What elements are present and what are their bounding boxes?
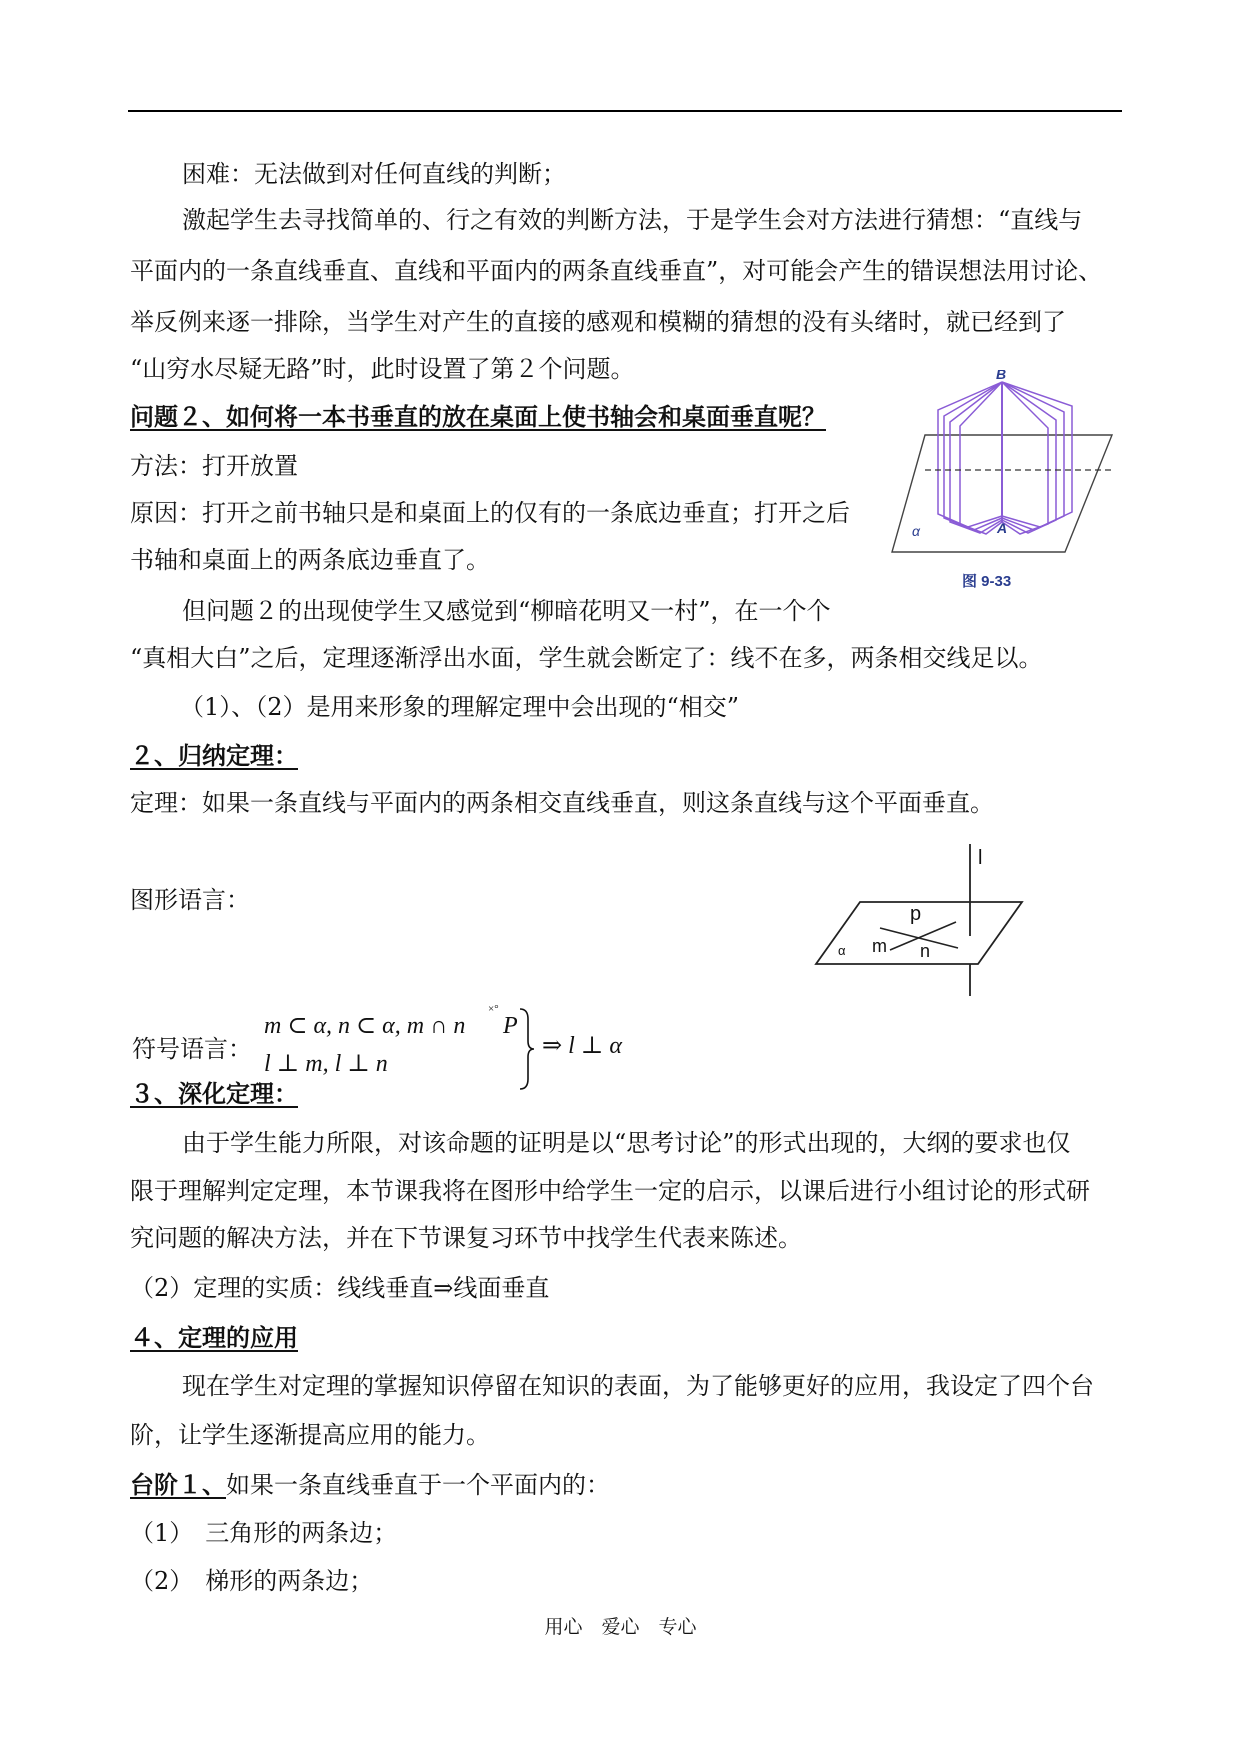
text-line: “真相大白”之后，定理逐渐浮出水面，学生就会断定了：线不在多，两条相交线足以。 xyxy=(130,644,1043,672)
text-line: 激起学生去寻找简单的、行之有效的判断方法，于是学生会对方法进行猜想：“直线与 xyxy=(182,206,1083,234)
label-B: B xyxy=(996,370,1007,382)
graph-language-label: 图形语言： xyxy=(130,886,250,914)
right-brace xyxy=(518,1007,536,1091)
label-l: l xyxy=(978,847,983,869)
label-m: m xyxy=(872,936,887,956)
perpendicular-figure xyxy=(810,840,1030,1000)
text-line: 方法：打开放置 xyxy=(130,452,298,480)
text-line: 书轴和桌面上的两条底边垂直了。 xyxy=(130,546,490,574)
label-n: n xyxy=(920,941,931,961)
step-1-text: 如果一条直线垂直于一个平面内的： xyxy=(226,1471,610,1499)
page-footer: 用心 爱心 专心 xyxy=(544,1616,697,1638)
step-1-label: 台阶１、 xyxy=(130,1470,226,1499)
math-line-2: l ⊥ m, l ⊥ n xyxy=(264,1051,388,1077)
text-line: 现在学生对定理的掌握知识停留在知识的表面，为了能够更好的应用，我设定了四个台 xyxy=(182,1372,1094,1400)
text-line: “山穷水尽疑无路”时，此时设置了第２个问题。 xyxy=(130,355,635,383)
book-figure xyxy=(880,370,1120,600)
section-3-heading: ３、深化定理： xyxy=(130,1079,298,1108)
text-line: 由于学生能力所限，对该命题的证明是以“思考讨论”的形式出现的，大纲的要求也仅 xyxy=(182,1129,1071,1157)
text-line: （1）、（2）是用来形象的理解定理中会出现的“相交” xyxy=(180,693,740,721)
label-alpha: α xyxy=(912,523,920,539)
text-line: 阶，让学生逐渐提高应用的能力。 xyxy=(130,1421,490,1449)
label-A: A xyxy=(997,520,1008,536)
list-item: （1） 三角形的两条边； xyxy=(130,1519,398,1547)
text-line: 原因：打开之前书轴只是和桌面上的仅有的一条底边垂直；打开之后 xyxy=(130,499,850,527)
book-pages xyxy=(938,382,1072,534)
math-point-p: P xyxy=(503,1013,518,1039)
text-line: 究问题的解决方法，并在下节课复习环节中找学生代表来陈述。 xyxy=(130,1224,802,1252)
step-1 xyxy=(130,1468,610,1502)
symbol-language-label: 符号语言： xyxy=(132,1035,252,1063)
math-conclusion: ⇒ l ⊥ α xyxy=(542,1033,622,1059)
text-line: 平面内的一条直线垂直、直线和平面内的两条直线垂直”，对可能会产生的错误想法用讨论、 xyxy=(130,257,1103,285)
text-line: 举反例来逐一排除，当学生对产生的直接的感观和模糊的猜想的没有头绪时，就已经到了 xyxy=(130,308,1066,336)
text-line: 但问题２的出现使学生又感觉到“柳暗花明又一村”，在一个个 xyxy=(182,597,831,625)
math-line-1: m ⊂ α, n ⊂ α, m ∩ n xyxy=(264,1013,466,1039)
problem-2-heading: 问题２、如何将一本书垂直的放在桌面上使书轴会和桌面垂直呢？ xyxy=(130,402,826,431)
label-alpha: α xyxy=(838,943,846,958)
list-item: （2） 梯形的两条边； xyxy=(130,1567,374,1595)
figure-caption: 图 9-33 xyxy=(962,573,1012,590)
section-2-heading: ２、归纳定理： xyxy=(130,741,298,770)
label-p: p xyxy=(910,903,922,925)
intersect-mark: ×° xyxy=(488,1003,499,1015)
text-line: 限于理解判定定理，本节课我将在图形中给学生一定的启示，以课后进行小组讨论的形式研 xyxy=(130,1177,1090,1205)
text-line: 困难：无法做到对任何直线的判断； xyxy=(182,160,566,188)
section-4-heading: ４、定理的应用 xyxy=(130,1323,298,1352)
header-rule xyxy=(128,110,1122,112)
theorem-essence: （2）定理的实质：线线垂直⇒线面垂直 xyxy=(130,1274,550,1302)
theorem-text: 定理：如果一条直线与平面内的两条相交直线垂直，则这条直线与这个平面垂直。 xyxy=(130,789,994,817)
